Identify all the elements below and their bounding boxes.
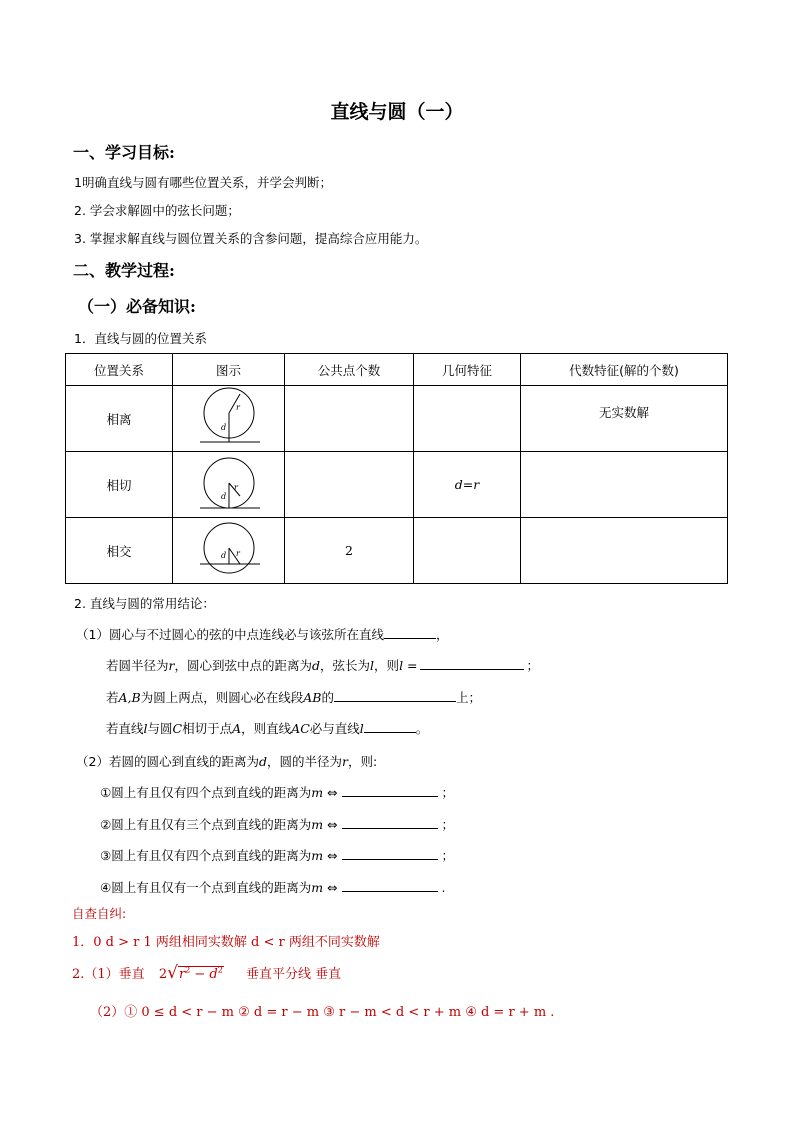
table-header-cell: 位置关系 [66,354,173,386]
table-cell-alg [521,518,728,584]
table-header-row [66,354,728,386]
table-cell-figure [173,452,285,518]
conclusion-2-item-1: ①圆上有且仅有四个点到直线的距离为m ⇔ ； [100,785,455,800]
fig-label-d: d [220,423,226,432]
answer-blank[interactable] [364,720,416,733]
answer-blank[interactable] [334,689,456,702]
subsection-heading-knowledge: （一）必备知识: [78,297,196,316]
table-cell-count: 2 [285,518,414,584]
table-cell-relation: 相交 [66,518,173,584]
answer-blank[interactable] [342,847,438,860]
conclusion-1-line-3: 若直线l与圆C相切于点A，则直线AC必与直线l 。 [106,721,429,736]
sqrt-expression: $2√r^2 - d^2$ [158,963,223,983]
goal-item-2: 2. 学会求解圆中的弦长问题； [74,203,240,218]
answer-line-1: 1．0 d > r 1 两组相同实数解 d < r 两组不同实数解 [72,935,380,950]
circle-separate-diagram [194,386,264,448]
conclusion-1-line-2: 若A,B为圆上两点，则圆心必在线段AB的 上； [106,690,481,705]
fig-label-d: d [220,551,226,560]
answer-line-3: （2）① 0 ≤ d < r − m ② d = r − m ③ r − m < d < r + m ④ d = r + m . [90,1005,555,1020]
table-cell-relation: 相离 [66,386,173,452]
table-cell-count [285,386,414,452]
conclusion-1-line-1: 若圆半径为r，圆心到弦中点的距离为d，弦长为l，则l = ； [106,658,540,673]
table-cell-relation: 相切 [66,452,173,518]
section-heading-goals: 一、学习目标: [73,143,175,162]
table-header-cell: 代数特征(解的个数) [521,354,728,386]
table-header-cell: 图示 [173,354,285,386]
table-header-cell: 公共点个数 [285,354,414,386]
conclusion-2-item-3: ③圆上有且仅有四个点到直线的距离为m ⇔ ； [100,848,455,863]
answer-blank[interactable] [342,879,438,892]
knowledge-2-label: 2. 直线与圆的常用结论： [74,596,215,611]
fig-label-r: r [233,483,238,492]
circle-tangent-diagram [194,452,264,514]
section-heading-process: 二、教学过程: [73,261,175,280]
fig-label-r: r [235,403,240,412]
page-title: 直线与圆（一） [330,101,464,123]
conclusion-2-item-4: ④圆上有且仅有一个点到直线的距离为m ⇔ . [100,880,446,895]
table-cell-geo [414,386,521,452]
answer-blank[interactable] [384,626,436,639]
conclusion-2-item-2: ②圆上有且仅有三个点到直线的距离为m ⇔ ； [100,817,455,832]
conclusion-2-intro: （2）若圆的圆心到直线的距离为d，圆的半径为r，则: [76,754,378,769]
table-cell-count [285,452,414,518]
circle-intersect-diagram [194,518,264,580]
fig-label-r: r [235,549,240,558]
answer-blank[interactable] [342,784,438,797]
table-cell-geo: d=r [414,452,521,518]
self-check-heading: 自查自纠: [72,906,127,921]
goal-item-3: 3. 掌握求解直线与圆位置关系的含参问题，提高综合应用能力。 [74,231,428,246]
table-cell-geo [414,518,521,584]
answer-blank[interactable] [420,657,524,670]
table-row [66,452,728,518]
answer-line-2: 2.（1）垂直 $2√r^2 - d^2$ 垂直平分线 垂直 [72,963,342,983]
table-row [66,518,728,584]
knowledge-1-label: 1．直线与圆的位置关系 [74,331,207,346]
table-header-cell: 几何特征 [414,354,521,386]
table-cell-figure [173,386,285,452]
answer-blank[interactable] [342,816,438,829]
fig-label-d: d [220,492,226,501]
table-row [66,386,728,452]
conclusion-1-intro: （1）圆心与不过圆心的弦的中点连线必与该弦所在直线 ， [76,627,449,642]
relation-table [65,353,728,584]
goal-item-1: 1明确直线与圆有哪些位置关系，并学会判断； [74,175,332,190]
table-cell-figure [173,518,285,584]
table-cell-alg [521,452,728,518]
table-cell-alg: 无实数解 [521,386,728,452]
